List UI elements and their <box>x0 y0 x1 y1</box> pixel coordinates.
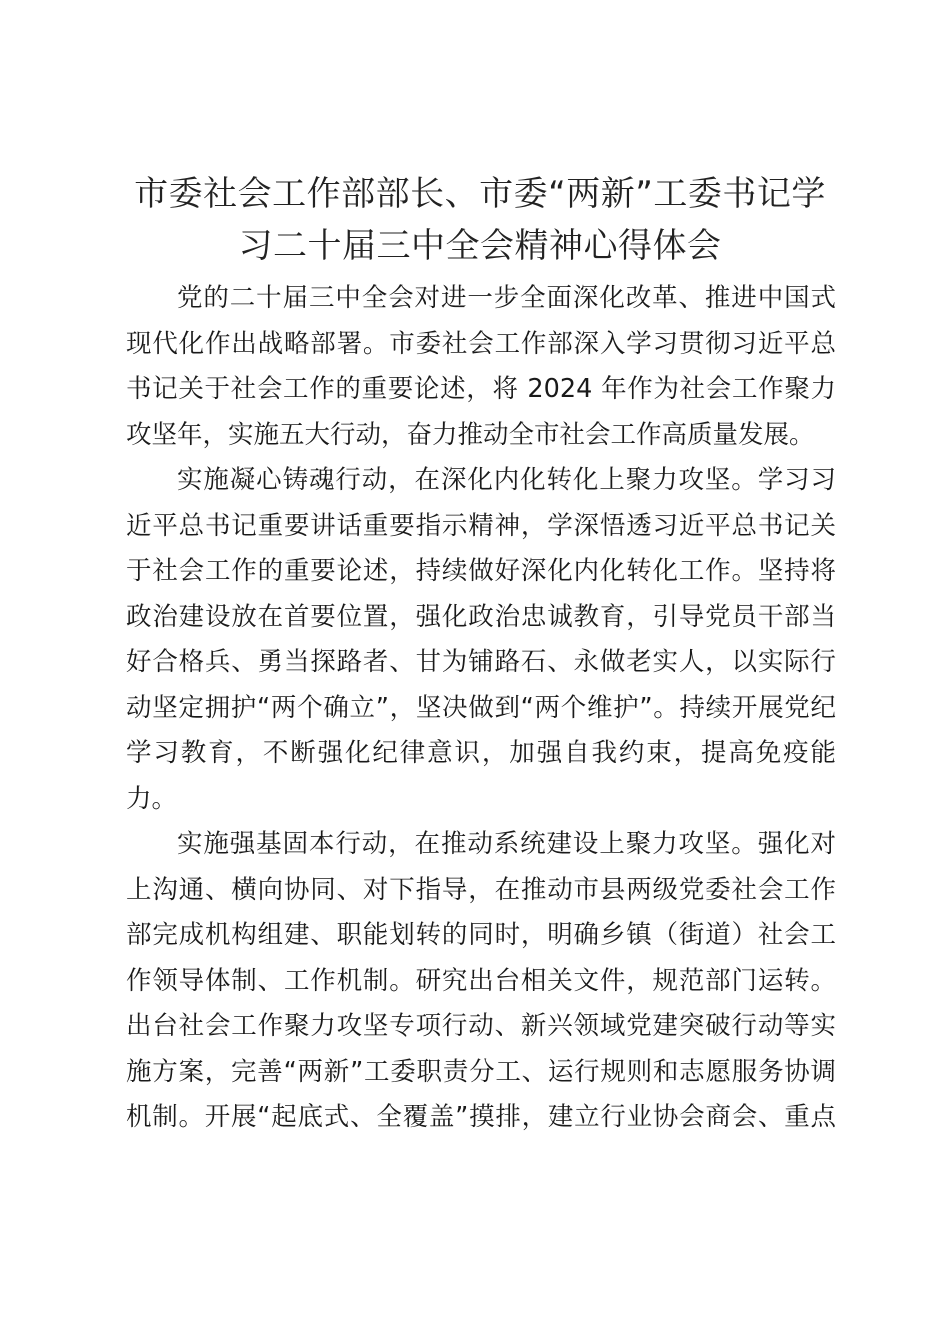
text-line: 于社会工作的重要论述，持续做好深化内化转化工作。坚持将 <box>126 556 836 586</box>
text-line: 党的二十届三中全会对进一步全面深化改革、推进中国式 <box>177 283 836 313</box>
text-line: 攻坚年，实施五大行动，奋力推动全市社会工作高质量发展。 <box>126 419 815 450</box>
paragraph-qiangji-action <box>126 822 836 1141</box>
text-line: 现代化作出战略部署。市委社会工作部深入学习贯彻习近平总 <box>126 328 836 359</box>
text-line: 部完成机构组建、职能划转的同时，明确乡镇（街道）社会工 <box>126 920 836 950</box>
text-line: 实施凝心铸魂行动，在深化内化转化上聚力攻坚。学习习 <box>177 465 836 495</box>
title-line: 习二十届三中全会精神心得体会 <box>238 226 722 266</box>
text-line: 动坚定拥护“两个确立”，坚决做到“两个维护”。持续开展党纪 <box>126 692 836 723</box>
document-body <box>126 276 836 1141</box>
paragraph-intro <box>126 276 836 458</box>
text-line: 作领导体制、工作机制。研究出台相关文件，规范部门运转。 <box>126 965 836 996</box>
text-line: 力。 <box>126 783 178 814</box>
text-line: 书记关于社会工作的重要论述，将 2024 年作为社会工作聚力 <box>126 374 836 404</box>
text-line: 好合格兵、勇当探路者、甘为铺路石、永做老实人，以实际行 <box>126 647 836 677</box>
text-line: 上沟通、横向协同、对下指导，在推动市县两级党委社会工作 <box>126 874 836 905</box>
document-title <box>110 168 850 272</box>
text-line: 机制。开展“起底式、全覆盖”摸排，建立行业协会商会、重点 <box>126 1102 836 1132</box>
text-line: 出台社会工作聚力攻坚专项行动、新兴领域党建突破行动等实 <box>126 1011 836 1041</box>
paragraph-ningxin-action <box>126 458 836 822</box>
text-line: 学习教育，不断强化纪律意识，加强自我约束，提高免疫能 <box>126 738 836 768</box>
title-line: 市委社会工作部部长、市委“两新”工委书记学 <box>134 174 826 214</box>
text-line: 近平总书记重要讲话重要指示精神，学深悟透习近平总书记关 <box>126 510 836 541</box>
text-line: 政治建设放在首要位置，强化政治忠诚教育，引导党员干部当 <box>126 601 836 632</box>
text-line: 实施强基固本行动，在推动系统建设上聚力攻坚。强化对 <box>177 829 836 859</box>
text-line: 施方案，完善“两新”工委职责分工、运行规则和志愿服务协调 <box>126 1056 836 1087</box>
